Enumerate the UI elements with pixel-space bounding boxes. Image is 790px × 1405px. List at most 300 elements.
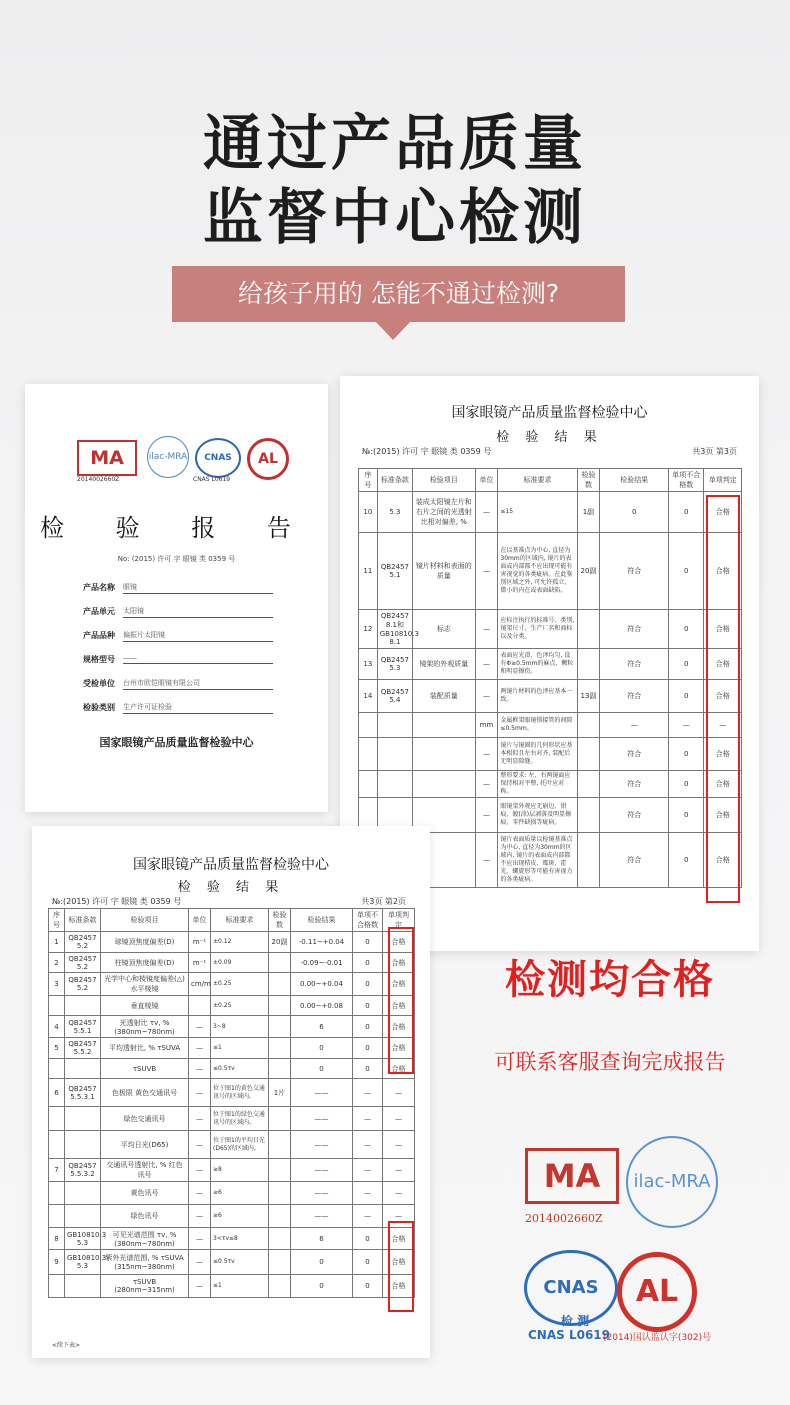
- cover-field-label: 规格型号: [83, 655, 115, 664]
- table-cell: —: [475, 680, 498, 713]
- table-cell: 绿色交通讯号: [101, 1107, 189, 1131]
- cover-field-value: 太阳镜: [123, 606, 273, 618]
- table-cell: [269, 973, 291, 996]
- table-cell: 3: [49, 973, 65, 996]
- table-cell: 0: [353, 1250, 383, 1275]
- table-cell: ——: [291, 1205, 353, 1228]
- table-cell: [577, 738, 600, 771]
- table-cell: 6: [291, 1016, 353, 1038]
- cover-field-value: 生产许可证检验: [123, 702, 273, 714]
- table-cell: 装配质量: [413, 680, 475, 713]
- table-cell: —: [475, 610, 498, 649]
- cma-icon: MA: [525, 1148, 619, 1204]
- cover-field-label: 受检单位: [83, 679, 115, 688]
- table-cell: ≤0.5τv: [211, 1059, 269, 1079]
- table-cell: —: [189, 1250, 211, 1275]
- cover-field-row: [83, 576, 283, 600]
- page3-pages: 共3页 第3页: [692, 447, 737, 456]
- table-row: [49, 973, 415, 996]
- table-cell: —: [189, 1038, 211, 1059]
- table-cell: 符合: [600, 610, 669, 649]
- page2-org: 国家眼镜产品质量监督检验中心: [133, 857, 329, 873]
- table-cell: QB2457 5.5.3.2: [65, 1159, 101, 1182]
- table-row: [49, 1182, 415, 1205]
- table-cell: [269, 1107, 291, 1131]
- table-cell: 整形要求: 左、右两镜面应保持相对平整, 托叶应对称。: [498, 771, 577, 798]
- table-cell: —: [189, 1228, 211, 1250]
- table-cell: 黄色讯号: [101, 1182, 189, 1205]
- table-row: [359, 649, 742, 680]
- results-page-2: [32, 826, 430, 1358]
- table-cell: 14: [359, 680, 378, 713]
- cover-fields: [83, 576, 283, 720]
- table-cell: [65, 1275, 101, 1298]
- table-cell: 0.00~+0.08: [291, 996, 353, 1016]
- highlight-box-page2-bottom: [388, 1221, 414, 1312]
- table-cell: 0: [353, 1038, 383, 1059]
- table-cell: ±0.09: [211, 953, 269, 973]
- page2-pages: 共3页 第2页: [361, 897, 406, 906]
- table-row: [359, 680, 742, 713]
- table-header-cell: 单项不合格数: [669, 469, 704, 492]
- table-cell: 合格: [383, 1250, 415, 1275]
- cover-organization: 国家眼镜产品质量监督检验中心: [99, 736, 254, 749]
- cover-field-label: 产品单元: [83, 607, 115, 616]
- table-cell: 金属框架眼镜锁接管的间隙≤0.5mm。: [498, 713, 577, 738]
- cal-icon: AL: [247, 438, 289, 480]
- cover-field-label: 检验类别: [83, 703, 115, 712]
- table-row: [359, 533, 742, 610]
- continued-note: <续下表>: [52, 1342, 81, 1349]
- table-cell: [49, 1182, 65, 1205]
- table-cell: QB2457 5.3: [377, 649, 412, 680]
- table-cell: 镜架的外观质量: [413, 649, 475, 680]
- table-cell: 0: [669, 649, 704, 680]
- table-cell: [359, 713, 378, 738]
- table-header-cell: 单项判定: [383, 909, 415, 932]
- table-cell: 镜片材料和表面的质量: [413, 533, 475, 610]
- table-cell: ——: [291, 1182, 353, 1205]
- table-cell: —: [353, 1205, 383, 1228]
- table-cell: —: [189, 1131, 211, 1159]
- table-cell: [413, 713, 475, 738]
- table-cell: -0.09~-0.01: [291, 953, 353, 973]
- table-cell: [189, 996, 211, 1016]
- table-row: [49, 1059, 415, 1079]
- table-cell: 合格: [383, 932, 415, 953]
- table-cell: [577, 713, 600, 738]
- table-cell: [49, 996, 65, 1016]
- table-cell: 0: [669, 798, 704, 833]
- table-cell: 8: [49, 1228, 65, 1250]
- table-row: [49, 1079, 415, 1107]
- table-cell: [65, 1107, 101, 1131]
- table-cell: 0: [669, 492, 704, 533]
- table-cell: [269, 1016, 291, 1038]
- table-cell: 眼镜架外观应无崩边、钳痕、镀(涂)层剥落及明显擦痕、零件缺损等疵病。: [498, 798, 577, 833]
- table-cell: [49, 1059, 65, 1079]
- table-row: [49, 1275, 415, 1298]
- table-row: [49, 1016, 415, 1038]
- table-cell: [269, 1228, 291, 1250]
- table-cell: [269, 1250, 291, 1275]
- table-cell: 0: [669, 833, 704, 888]
- table-cell: [269, 1159, 291, 1182]
- table-cell: 合格: [383, 973, 415, 996]
- table-cell: 0: [291, 1275, 353, 1298]
- table-cell: 绿色讯号: [101, 1205, 189, 1228]
- table-cell: ≤1: [211, 1038, 269, 1059]
- table-cell: —: [189, 1016, 211, 1038]
- table-cell: —: [189, 1107, 211, 1131]
- table-cell: —: [669, 713, 704, 738]
- cover-logos: [77, 436, 297, 484]
- table-cell: —: [475, 771, 498, 798]
- table-cell: [359, 771, 378, 798]
- table-header-cell: 单位: [189, 909, 211, 932]
- table-cell: 6: [49, 1079, 65, 1107]
- table-cell: ——: [291, 1159, 353, 1182]
- table-header-cell: 检验项目: [101, 909, 189, 932]
- table-cell: [269, 1205, 291, 1228]
- table-row: [49, 1205, 415, 1228]
- cal-icon: AL: [617, 1252, 697, 1332]
- table-cell: 符合: [600, 680, 669, 713]
- table-cell: 20副: [269, 932, 291, 953]
- table-cell: 镜片与镜圈的几何形状应基本相似且左右对齐, 装配后无明显隙缝。: [498, 738, 577, 771]
- cover-field-row: [83, 696, 283, 720]
- cnas-caption: 检 测: [560, 1314, 590, 1328]
- table-cell: -0.11~+0.04: [291, 932, 353, 953]
- table-header-cell: 检验项目: [413, 469, 475, 492]
- table-cell: 光透射比 τv, % (380nm~780nm): [101, 1016, 189, 1038]
- table-cell: 合格: [383, 1059, 415, 1079]
- table-cell: [269, 996, 291, 1016]
- table-cell: ±0.12: [211, 932, 269, 953]
- table-cell: —: [189, 1079, 211, 1107]
- table-cell: 0.00~+0.04: [291, 973, 353, 996]
- cover-field-label: 产品名称: [83, 583, 115, 592]
- cover-field-row: [83, 624, 283, 648]
- table-cell: GB10810.3 5.3: [65, 1228, 101, 1250]
- table-cell: [577, 771, 600, 798]
- table-cell: [49, 1131, 65, 1159]
- cover-field-value: 眼镜: [123, 582, 273, 594]
- table-cell: 0: [353, 1059, 383, 1079]
- table-cell: m⁻¹: [189, 932, 211, 953]
- table-cell: m⁻¹: [189, 953, 211, 973]
- cover-field-row: [83, 648, 283, 672]
- table-cell: [413, 738, 475, 771]
- table-cell: ≥6: [211, 1182, 269, 1205]
- banner-pointer: [376, 322, 410, 340]
- table-cell: 柱镜顶焦度偏差(D): [101, 953, 189, 973]
- table-cell: ≤15: [498, 492, 577, 533]
- table-cell: 0: [669, 771, 704, 798]
- page2-title: 检 验 结 果: [177, 880, 285, 895]
- table-cell: —: [353, 1131, 383, 1159]
- table-cell: [49, 1275, 65, 1298]
- cal-code: (2014)国认监认字(302)号: [603, 1333, 712, 1343]
- table-cell: 11: [359, 533, 378, 610]
- table-cell: —: [353, 1159, 383, 1182]
- all-passed-text: 检测均合格: [505, 957, 715, 1003]
- cover-title: 检 验 报 告: [40, 514, 313, 542]
- table-cell: [65, 1205, 101, 1228]
- table-cell: 0: [353, 932, 383, 953]
- table-cell: 符合: [600, 771, 669, 798]
- table-cell: 0: [353, 996, 383, 1016]
- table-cell: 应标注执行的标准号、类别, 镜架尺寸、生产厂名和商标以及分类。: [498, 610, 577, 649]
- headline-line-1: 通过产品质量: [203, 109, 587, 179]
- table-header-cell: 检验结果: [600, 469, 669, 492]
- table-cell: 0: [291, 1038, 353, 1059]
- page3-title: 检 验 结 果: [496, 430, 603, 445]
- table-cell: 垂直棱镜: [101, 996, 189, 1016]
- table-row: [49, 953, 415, 973]
- table-header-cell: 检验数: [269, 909, 291, 932]
- cnas-code: CNAS L0619: [193, 476, 231, 483]
- table-cell: QB2457 5.5.3.1: [65, 1079, 101, 1107]
- table-cell: 符合: [600, 798, 669, 833]
- table-cell: 位于图1的黄色交通讯号的区域内。: [211, 1079, 269, 1107]
- table-cell: 5: [49, 1038, 65, 1059]
- table-cell: —: [383, 1107, 415, 1131]
- table-cell: 合格: [383, 1016, 415, 1038]
- cma-icon: MA: [77, 440, 137, 476]
- table-cell: [269, 1038, 291, 1059]
- table-cell: [269, 1059, 291, 1079]
- cma-number: 2014002660Z: [77, 476, 120, 483]
- table-row: [49, 1038, 415, 1059]
- table-cell: 合格: [383, 1275, 415, 1298]
- table-row: [359, 738, 742, 771]
- contact-service-text: 可联系客服查询完成报告: [494, 1050, 726, 1074]
- table-cell: 合格: [704, 771, 742, 798]
- table-cell: —: [353, 1107, 383, 1131]
- table-cell: [577, 833, 600, 888]
- table-cell: [65, 1059, 101, 1079]
- table-cell: —: [475, 738, 498, 771]
- table-cell: [49, 1107, 65, 1131]
- table-cell: 0: [669, 738, 704, 771]
- table-cell: —: [704, 713, 742, 738]
- table-header-cell: 检验数: [577, 469, 600, 492]
- table-cell: GB10810.3 5.3: [65, 1250, 101, 1275]
- table-cell: 0: [353, 953, 383, 973]
- table-row: [359, 713, 742, 738]
- table-cell: 镜片表面质量以检镜基准点为中心, 直径为30mm的区域内, 镜片的表面或内部都不应出现桔皮、霉斑、霍光、螺旋形等可能有害视力的各类疵病。: [498, 833, 577, 888]
- table-cell: —: [353, 1079, 383, 1107]
- table-cell: QB2457 8.1和GB10810.3 8.1: [377, 610, 412, 649]
- table-cell: 合格: [704, 492, 742, 533]
- table-cell: 20副: [577, 533, 600, 610]
- table-cell: 可见光谱范围 τv, % (380nm~780nm): [101, 1228, 189, 1250]
- table-row: [49, 1159, 415, 1182]
- table-cell: 0: [600, 492, 669, 533]
- table-cell: [65, 1182, 101, 1205]
- table-cell: QB2457 5.1: [377, 533, 412, 610]
- table-cell: 合格: [383, 953, 415, 973]
- table-cell: 9: [49, 1250, 65, 1275]
- table-cell: 合格: [704, 798, 742, 833]
- table-row: [49, 1107, 415, 1131]
- table-cell: [377, 713, 412, 738]
- table-cell: 两镜片材料的色泽应基本一致。: [498, 680, 577, 713]
- table-cell: —: [189, 1059, 211, 1079]
- table-cell: 合格: [704, 649, 742, 680]
- table-row: [49, 996, 415, 1016]
- table-cell: —: [383, 1182, 415, 1205]
- table-header-cell: 标准要求: [211, 909, 269, 932]
- table-cell: 合格: [704, 833, 742, 888]
- table-row: [359, 492, 742, 533]
- table-cell: cm/m: [189, 973, 211, 996]
- table-cell: 0: [291, 1059, 353, 1079]
- table-cell: 0: [353, 1275, 383, 1298]
- table-cell: —: [383, 1079, 415, 1107]
- table-cell: [269, 953, 291, 973]
- page3-number: №:(2015) 许可 字 眼镜 类 0359 号: [362, 447, 492, 456]
- highlight-box-page3: [706, 495, 740, 903]
- table-cell: 1片: [269, 1079, 291, 1107]
- table-cell: 位于图1的绿色交通讯号的区域内。: [211, 1107, 269, 1131]
- table-cell: 符合: [600, 533, 669, 610]
- table-cell: 6: [291, 1228, 353, 1250]
- table-cell: 0: [669, 610, 704, 649]
- table-cell: QB2457 5.5.2: [65, 1038, 101, 1059]
- table-cell: ——: [291, 1131, 353, 1159]
- table-cell: ±0.25: [211, 973, 269, 996]
- table-cell: ≤1: [211, 1275, 269, 1298]
- cnas-icon: CNAS: [195, 438, 241, 478]
- table-cell: 合格: [704, 533, 742, 610]
- table-cell: [269, 1275, 291, 1298]
- table-cell: ≥8: [211, 1159, 269, 1182]
- table-cell: 表面应光滑、色泽均匀, 没有Φ≥0.5mm的麻点、颗粒和明显擦伤。: [498, 649, 577, 680]
- table-cell: [377, 771, 412, 798]
- table-row: [359, 771, 742, 798]
- table-header-cell: 检验结果: [291, 909, 353, 932]
- table-cell: 5.3: [377, 492, 412, 533]
- table-cell: 标志: [413, 610, 475, 649]
- table-cell: 合格: [704, 610, 742, 649]
- table-cell: 符合: [600, 649, 669, 680]
- table-cell: —: [475, 533, 498, 610]
- table-cell: 合格: [704, 680, 742, 713]
- cover-field-value: 台州市欧恺眼镜有限公司: [123, 678, 273, 690]
- table-cell: 合格: [383, 1038, 415, 1059]
- table-header-cell: 序号: [359, 469, 378, 492]
- ilac-icon: ilac-MRA: [147, 436, 189, 478]
- table-cell: 符合: [600, 833, 669, 888]
- table-cell: 平均透射比, % τSUVA: [101, 1038, 189, 1059]
- table-cell: 0: [353, 973, 383, 996]
- table-cell: 0: [669, 680, 704, 713]
- cover-field-row: [83, 672, 283, 696]
- table-cell: 0: [353, 1228, 383, 1250]
- table-cell: 13副: [577, 680, 600, 713]
- table-cell: [577, 649, 600, 680]
- cnas-code: CNAS L0619: [528, 1328, 611, 1342]
- table-row: [49, 1131, 415, 1159]
- table-cell: 色极限 黄色交通讯号: [101, 1079, 189, 1107]
- table-cell: —: [600, 713, 669, 738]
- table-cell: [377, 738, 412, 771]
- table-cell: 1: [49, 932, 65, 953]
- table-cell: —: [383, 1131, 415, 1159]
- table-cell: —: [475, 798, 498, 833]
- table-header-cell: 序号: [49, 909, 65, 932]
- cnas-icon: CNAS: [524, 1250, 618, 1326]
- table-row: [359, 610, 742, 649]
- table-cell: [49, 1205, 65, 1228]
- table-cell: ≤0.5τv: [211, 1250, 269, 1275]
- table-cell: —: [383, 1159, 415, 1182]
- report-cover: [25, 384, 328, 812]
- table-cell: [269, 1131, 291, 1159]
- table-cell: [577, 798, 600, 833]
- table-cell: [65, 996, 101, 1016]
- cma-number: 2014002660Z: [525, 1212, 603, 1225]
- table-cell: [359, 738, 378, 771]
- table-cell: 紫外光谱范围, % τSUVA (315nm~380nm): [101, 1250, 189, 1275]
- table-cell: —: [189, 1159, 211, 1182]
- table-cell: 在以基准点为中心, 直径为30mm的区域内, 镜片的表面或内部都不应出现可能有害视觉的各类疵病。在此鉴别区域之外, 可允许孤立、微小的内在或表面缺陷。: [498, 533, 577, 610]
- table-cell: 1副: [577, 492, 600, 533]
- table-cell: ±0.25: [211, 996, 269, 1016]
- table-cell: 3<τv≤8: [211, 1228, 269, 1250]
- table-cell: QB2457 5.2: [65, 953, 101, 973]
- page2-number: №:(2015) 许可 字 眼镜 类 0359 号: [52, 897, 182, 906]
- table-cell: 交通讯号透射比, % 红色讯号: [101, 1159, 189, 1182]
- table-cell: 3~8: [211, 1016, 269, 1038]
- table-cell: —: [189, 1182, 211, 1205]
- table-cell: 合格: [383, 1228, 415, 1250]
- table-row: [49, 1250, 415, 1275]
- cover-field-value: ——: [123, 654, 273, 664]
- table-cell: [577, 610, 600, 649]
- table-cell: —: [475, 833, 498, 888]
- table-cell: 2: [49, 953, 65, 973]
- table-header-cell: 标准条款: [65, 909, 101, 932]
- cover-field-value: 偏振片太阳镜: [123, 630, 273, 642]
- table-cell: ——: [291, 1107, 353, 1131]
- cover-field-label: 产品品种: [83, 631, 115, 640]
- cover-field-row: [83, 600, 283, 624]
- table-cell: 4: [49, 1016, 65, 1038]
- table-header-cell: 单项判定: [704, 469, 742, 492]
- highlight-box-page2-top: [388, 927, 414, 1074]
- table-row: [49, 1228, 415, 1250]
- table-header-cell: 单位: [475, 469, 498, 492]
- table-cell: 装成太阳镜左片和右片之间的光透射比相对偏差, %: [413, 492, 475, 533]
- cover-number: No: (2015) 许可 字 眼镜 类 0359 号: [117, 555, 236, 563]
- table-cell: 符合: [600, 738, 669, 771]
- table-cell: ≥6: [211, 1205, 269, 1228]
- table-cell: QB2457 5.2: [65, 932, 101, 953]
- table-cell: 0: [291, 1250, 353, 1275]
- table-cell: [413, 771, 475, 798]
- table-cell: 球镜顶焦度偏差(D): [101, 932, 189, 953]
- table-cell: τSUVB: [101, 1059, 189, 1079]
- page3-table: [358, 468, 742, 888]
- table-cell: 13: [359, 649, 378, 680]
- subtitle-banner: 给孩子用的 怎能不通过检测?: [172, 266, 625, 322]
- table-header-cell: 标准要求: [498, 469, 577, 492]
- table-row: [49, 932, 415, 953]
- table-cell: τSUVB (280nm~315nm): [101, 1275, 189, 1298]
